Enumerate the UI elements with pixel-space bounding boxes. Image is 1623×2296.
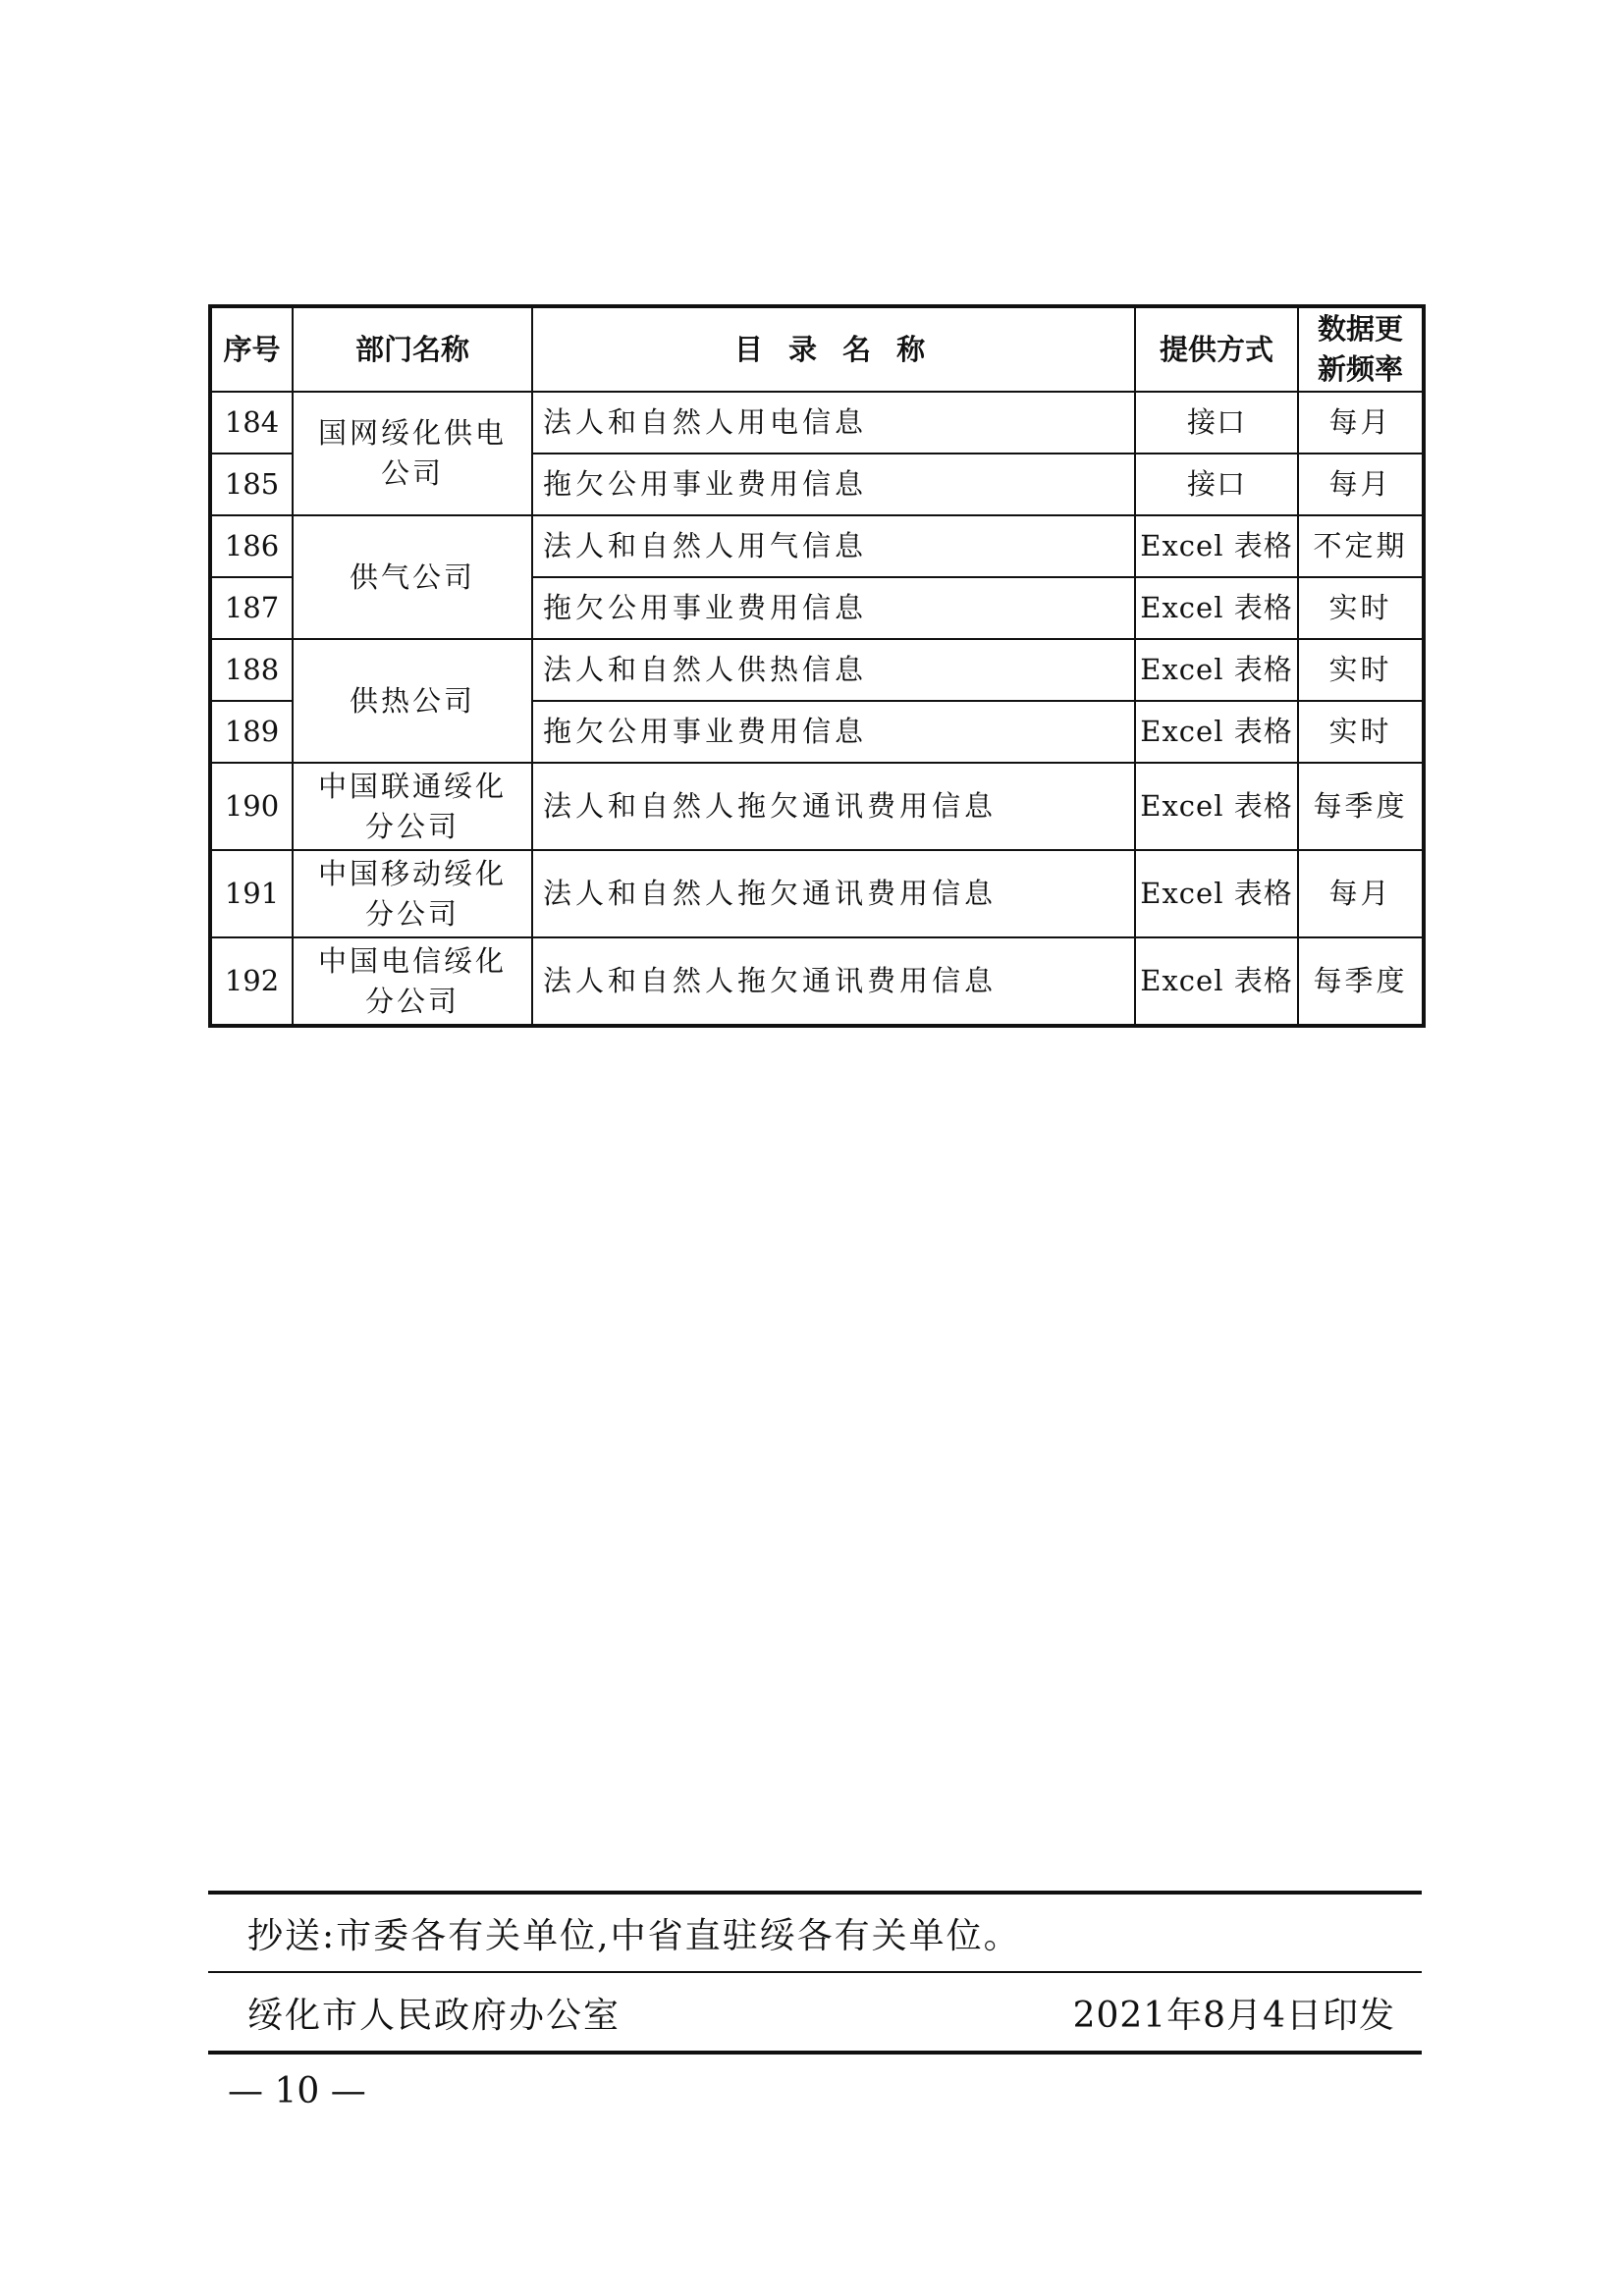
cell-directory: 拖欠公用事业费用信息 [532,701,1135,763]
cell-method: Excel 表格 [1135,763,1298,850]
cell-frequency: 不定期 [1298,515,1424,577]
cell-department: 供热公司 [293,639,532,763]
catalog-table [208,304,1426,1028]
cell-frequency: 每季度 [1298,937,1424,1026]
cell-department [293,937,532,1026]
table-row [210,763,1424,850]
cell-department: 供气公司 [293,515,532,639]
department-line1: 国网绥化供电 [317,416,507,451]
table-header-row [210,306,1424,392]
header-directory: 目 录 名 称 [532,306,1135,392]
cell-directory: 法人和自然人拖欠通讯费用信息 [532,850,1135,937]
cell-method: Excel 表格 [1135,701,1298,763]
cell-index: 187 [210,577,293,639]
cell-method: Excel 表格 [1135,577,1298,639]
cc-recipients: 抄送:市委各有关单位,中省直驻绥各有关单位。 [247,1916,1021,1956]
table-row [210,515,1424,577]
footer-divider-bottom [208,2051,1422,2055]
department-line1: 中国电信绥化 [317,943,507,978]
cell-index: 189 [210,701,293,763]
department-line1: 中国联通绥化 [317,769,507,803]
cell-department [293,392,532,515]
department-line1: 中国移动绥化 [317,856,507,890]
cell-department [293,763,532,850]
cell-directory: 拖欠公用事业费用信息 [532,454,1135,515]
cell-index: 184 [210,392,293,454]
header-frequency-line2: 新频率 [1317,352,1403,386]
cell-directory: 法人和自然人拖欠通讯费用信息 [532,937,1135,1026]
cell-method: 接口 [1135,454,1298,515]
table-row [210,850,1424,937]
cell-index: 188 [210,639,293,701]
cell-frequency: 每季度 [1298,763,1424,850]
footer-divider-top [208,1891,1422,1895]
cell-method: Excel 表格 [1135,639,1298,701]
cell-index: 186 [210,515,293,577]
cell-frequency: 实时 [1298,577,1424,639]
cell-index: 192 [210,937,293,1026]
cell-frequency: 每月 [1298,454,1424,515]
cell-index: 191 [210,850,293,937]
cell-directory: 拖欠公用事业费用信息 [532,577,1135,639]
cell-frequency: 实时 [1298,701,1424,763]
cell-directory: 法人和自然人用电信息 [532,392,1135,454]
cell-index: 190 [210,763,293,850]
issuing-office: 绥化市人民政府办公室 [247,1996,622,2036]
header-frequency [1298,306,1424,392]
footer-divider-middle [208,1971,1422,1973]
table-row [210,639,1424,701]
cell-directory: 法人和自然人供热信息 [532,639,1135,701]
department-line2: 公司 [380,456,444,490]
cell-directory: 法人和自然人拖欠通讯费用信息 [532,763,1135,850]
cell-method: Excel 表格 [1135,850,1298,937]
cell-frequency: 每月 [1298,850,1424,937]
header-method: 提供方式 [1135,306,1298,392]
cell-frequency: 每月 [1298,392,1424,454]
cell-frequency: 实时 [1298,639,1424,701]
cell-method: Excel 表格 [1135,937,1298,1026]
header-frequency-line1: 数据更 [1317,312,1403,347]
cell-directory: 法人和自然人用气信息 [532,515,1135,577]
cell-department [293,850,532,937]
header-index: 序号 [210,306,293,392]
department-line2: 分公司 [364,984,460,1018]
department-line2: 分公司 [364,896,460,931]
issue-date: 2021年8月4日印发 [1072,1996,1395,2036]
cell-index: 185 [210,454,293,515]
cell-method: Excel 表格 [1135,515,1298,577]
header-department: 部门名称 [293,306,532,392]
page-number: — 10 — [228,2071,366,2111]
cell-method: 接口 [1135,392,1298,454]
table-row [210,392,1424,454]
department-line2: 分公司 [364,809,460,843]
table-row [210,937,1424,1026]
